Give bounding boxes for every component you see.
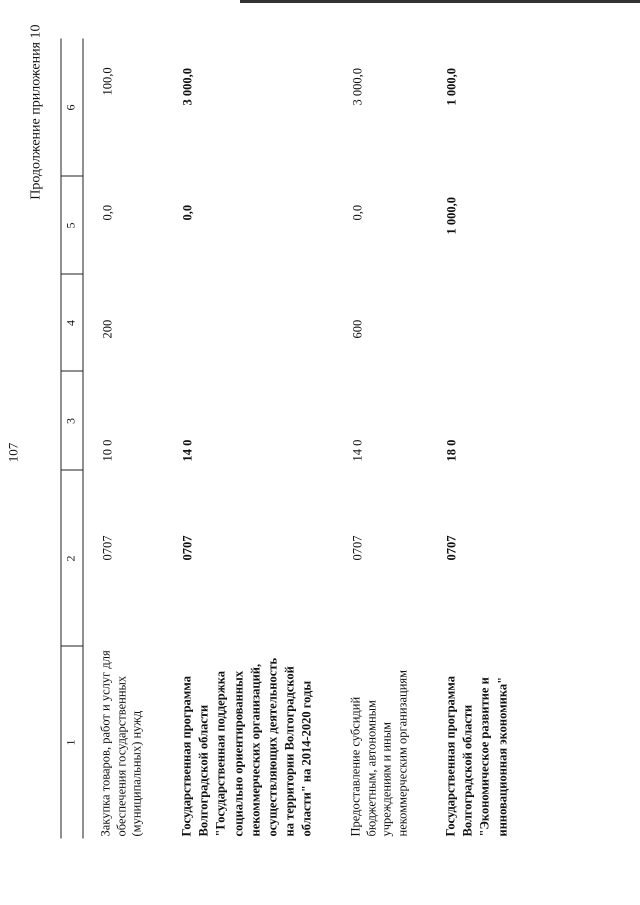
header-col-2: 2 bbox=[63, 555, 77, 562]
header-col-6: 6 bbox=[63, 104, 77, 111]
table-header-row bbox=[60, 39, 82, 839]
row-col6: 3 000,0 bbox=[350, 68, 364, 106]
row-col6: 3 000,0 bbox=[180, 68, 194, 106]
row-expense-type: 200 bbox=[100, 319, 114, 339]
row-col5: 0,0 bbox=[180, 204, 194, 221]
row-target: 10 0 bbox=[100, 439, 114, 462]
row-expense-type: 600 bbox=[350, 319, 364, 339]
page-number: 107 bbox=[5, 442, 20, 463]
row-section: 0707 bbox=[180, 535, 194, 561]
row-target: 18 0 bbox=[444, 439, 458, 462]
row-col6: 1 000,0 bbox=[444, 68, 458, 106]
continuation-label: Продолжение приложения 10 bbox=[28, 24, 43, 200]
row-name: Предоставление субсидий бюджетным, автономным учреждениям и иным некоммерческим организациям bbox=[348, 669, 409, 837]
row-col5: 1 000,0 bbox=[444, 197, 458, 235]
header-col-3: 3 bbox=[63, 418, 77, 424]
row-col5: 0,0 bbox=[350, 204, 364, 221]
row-target: 14 0 bbox=[180, 439, 194, 462]
header-col-5: 5 bbox=[63, 222, 77, 229]
header-top-line bbox=[60, 39, 61, 839]
row-col6: 100,0 bbox=[100, 67, 114, 96]
row-target: 14 0 bbox=[350, 439, 364, 462]
row-col5: 0,0 bbox=[100, 204, 114, 221]
row-name: Государственная программа Волгоградской области "Государственная поддержка социально ориентированных некоммерческих организаций, осуществляющих деятельность на территории Волгоградской области" на 2014-2020 годы bbox=[179, 657, 314, 837]
row-section: 0707 bbox=[444, 535, 458, 561]
row-name: Государственная программа Волгоградской области "Экономическое развитие и инновационная экономика" bbox=[443, 676, 509, 837]
table-row bbox=[98, 39, 188, 839]
table-row bbox=[178, 39, 338, 839]
row-name: Закупка товаров, работ и услуг для обеспечения государственных (муниципальных) нужд bbox=[98, 650, 143, 837]
table-row bbox=[348, 39, 438, 839]
header-bottom-line bbox=[82, 39, 83, 839]
budget-table bbox=[60, 39, 632, 839]
header-col-1: 1 bbox=[63, 739, 77, 746]
header-col-4: 4 bbox=[63, 320, 77, 326]
row-section: 0707 bbox=[100, 535, 114, 561]
row-section: 0707 bbox=[350, 535, 364, 561]
table-row bbox=[442, 39, 522, 839]
